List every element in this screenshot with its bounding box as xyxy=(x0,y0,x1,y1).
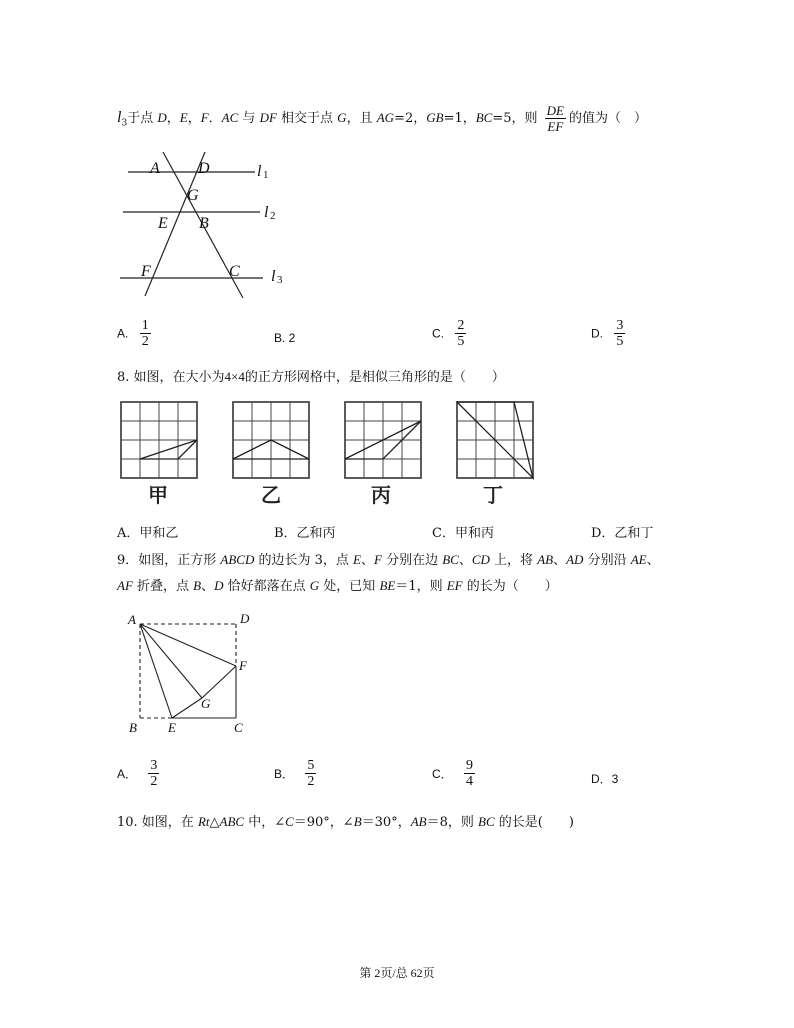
label-l2: l xyxy=(264,204,269,221)
segment-gf xyxy=(202,666,236,698)
parallel-lines-figure xyxy=(115,150,300,300)
label-l2-sub: 2 xyxy=(270,210,276,222)
q9-option-c[interactable]: C． $\frac{9}{4}$ xyxy=(432,758,474,789)
sq-label-f: F xyxy=(239,658,247,673)
label-l3: l xyxy=(271,268,276,285)
label-l3-sub: 3 xyxy=(277,274,283,286)
q9-option-b-fraction: $\frac{5}{2}$ xyxy=(307,758,315,789)
label-a: A xyxy=(150,160,160,177)
q8-option-a[interactable]: A．甲和乙 xyxy=(117,526,179,541)
de-over-ef-fraction: $\frac{DE}{EF}$ xyxy=(546,103,565,134)
q10-stem: 10. 如图，在 Rt△ABC 中，∠C＝90°，∠B＝30°，AB＝8，则 BC 的长是( ) xyxy=(117,814,574,830)
label-c: C xyxy=(229,263,240,280)
q7-option-c-fraction: $\frac{2}{5}$ xyxy=(457,318,465,349)
q9-stem-line2: AF 折叠，点 B、D 恰好都落在点 G 处，已知 BE＝1，则 EF 的长为（ ） xyxy=(117,578,558,594)
label-l1-sub: 1 xyxy=(263,169,269,181)
q7-option-a-fraction: $\frac{1}{2}$ xyxy=(141,318,149,349)
grid-yi xyxy=(233,402,309,478)
q7-option-b[interactable]: B. 2 xyxy=(274,331,296,345)
q7-stem: $l_3$于点 D，E，F．AC 与 DF 相交于点 G，且 AG=2，GB=1，BC=5，则 $\frac{DE}{EF}$ 的值为（ ） xyxy=(117,103,648,134)
label-g: G xyxy=(187,187,199,204)
grid-ding xyxy=(457,402,533,478)
square-fold-figure xyxy=(120,608,265,740)
label-e: E xyxy=(158,215,168,232)
q9-option-c-fraction: $\frac{9}{4}$ xyxy=(466,758,474,789)
label-l1: l xyxy=(257,163,262,180)
grid-label-bing: 丙 xyxy=(371,485,391,507)
q9-option-a[interactable]: A． $\frac{3}{2}$ xyxy=(117,758,158,789)
sq-label-a: A xyxy=(128,612,136,627)
segment-ae xyxy=(140,624,172,718)
triangle-jia xyxy=(140,440,197,459)
segment-af xyxy=(140,624,236,666)
q9-option-a-fraction: $\frac{3}{2}$ xyxy=(150,758,158,789)
q9-stem-line1: 9．如图，正方形 ABCD 的边长为 3，点 E、F 分别在边 BC、CD 上，将 AB、AD 分别沿 AE、 xyxy=(117,552,660,568)
segment-eg xyxy=(172,698,202,718)
grid-label-jia: 甲 xyxy=(148,485,168,507)
sq-label-g: G xyxy=(201,696,211,711)
q8-option-d[interactable]: D．乙和丁 xyxy=(591,526,654,541)
q8-option-c[interactable]: C．甲和丙 xyxy=(432,526,494,541)
page-footer: 第 2页/总 62页 xyxy=(359,966,435,980)
sq-label-b: B xyxy=(129,720,137,735)
grid-label-yi: 乙 xyxy=(261,485,281,507)
label-d: D xyxy=(198,160,210,177)
q8-option-b[interactable]: B．乙和丙 xyxy=(274,526,336,541)
grid-bing xyxy=(345,402,421,478)
grid-jia xyxy=(121,402,197,478)
q9-option-b[interactable]: B． $\frac{5}{2}$ xyxy=(274,758,315,789)
similar-triangles-grids xyxy=(115,398,540,510)
q7-option-a[interactable]: A. $\frac{1}{2}$ xyxy=(117,318,149,349)
segment-ag xyxy=(140,624,202,698)
sq-label-d: D xyxy=(240,611,250,626)
sq-label-c: C xyxy=(234,720,243,735)
q7-option-d-fraction: $\frac{3}{5}$ xyxy=(616,318,624,349)
q7-option-d[interactable]: D. $\frac{3}{5}$ xyxy=(591,318,624,349)
q9-option-d[interactable]: D．3 xyxy=(591,772,619,786)
q7-option-c[interactable]: C. $\frac{2}{5}$ xyxy=(432,318,465,349)
label-b: B xyxy=(199,215,209,232)
q8-stem: 8. 如图，在大小为4×4的正方形网格中，是相似三角形的是（ ） xyxy=(117,369,505,385)
sq-label-e: E xyxy=(168,720,176,735)
label-f: F xyxy=(141,263,151,280)
grid-label-ding: 丁 xyxy=(483,485,503,507)
